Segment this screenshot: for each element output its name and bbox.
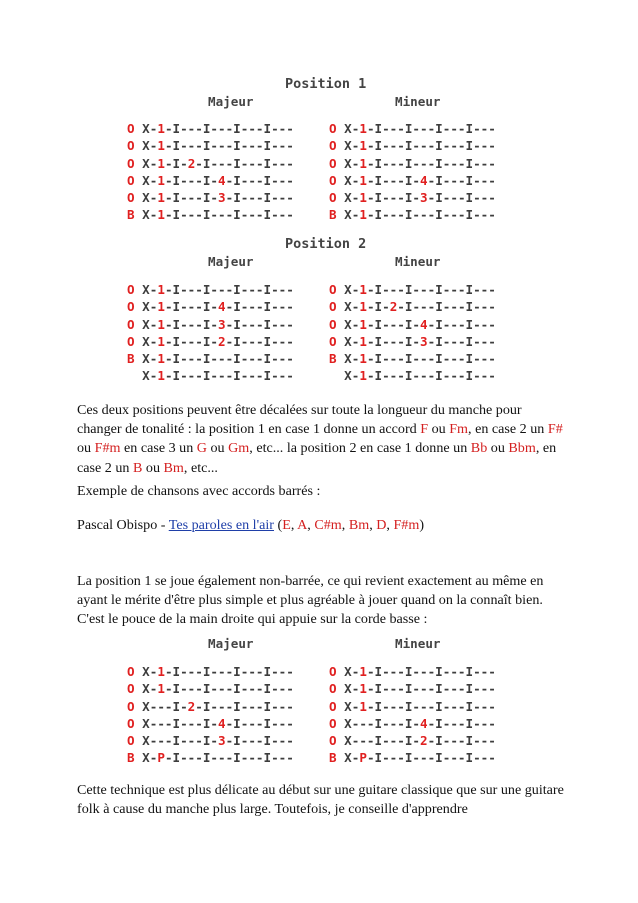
tab-segment: -I---I---I---I--- [366, 681, 496, 697]
tab-marker: 1 [359, 138, 367, 154]
tab-marker: 1 [359, 368, 367, 384]
tab-segment: -I---I--- [225, 190, 294, 206]
tab-segment: X- [142, 368, 158, 384]
tab-marker: 1 [359, 172, 367, 188]
chord-name: F# [547, 421, 563, 438]
tab-segment: X- [142, 207, 158, 223]
tab-segment: -I---I- [164, 172, 219, 188]
tab-line [127, 333, 294, 350]
tab-line [127, 663, 294, 680]
tab-segment: -I---I---I---I--- [366, 351, 496, 367]
tab-segment: X- [142, 316, 158, 332]
tab-segment [329, 368, 344, 383]
tab-marker: B [127, 750, 143, 766]
chord-name: Bm [163, 459, 184, 476]
tab-segment: -I---I---I--- [397, 299, 496, 315]
tab-marker: 1 [359, 316, 367, 332]
tab-line [127, 350, 294, 367]
paragraph-examples-intro: Exemple de chansons avec accords barrés : [77, 483, 321, 499]
tab-segment: X- [344, 316, 360, 332]
tab-segment: X- [142, 351, 158, 367]
tab-line [127, 698, 294, 715]
tab-segment: -I---I---I---I--- [164, 664, 294, 679]
tab-marker: O [329, 681, 345, 697]
tab-marker: O [127, 299, 143, 315]
tab-marker: O [329, 333, 345, 349]
tab-segment [127, 368, 142, 383]
tab-line [329, 333, 496, 350]
chord-name: E [282, 517, 291, 533]
position-2-mineur-label: Mineur [395, 254, 441, 269]
tab-segment: -I---I--- [427, 715, 496, 731]
tab-segment: X- [344, 299, 360, 315]
tab-segment: -I---I---I---I--- [366, 368, 496, 384]
tab-marker: 1 [359, 351, 367, 367]
tab-segment: -I---I- [366, 172, 421, 188]
tab-segment: -I---I---I---I--- [366, 282, 496, 297]
text-segment: , [290, 517, 298, 533]
text-segment: ou [428, 421, 450, 438]
tab-marker: 1 [157, 155, 165, 171]
text-segment: , [369, 517, 377, 533]
tab-segment: -I---I---I---I--- [366, 207, 496, 223]
tab-segment: -I---I---I---I--- [164, 750, 294, 766]
tab-segment: -I---I- [366, 190, 421, 206]
tab-marker: O [127, 172, 143, 188]
tab-segment: -I---I---I--- [195, 698, 294, 714]
chord-name: D [376, 517, 387, 533]
tab-marker: 1 [359, 282, 367, 297]
tab-marker: O [127, 333, 143, 349]
tab-marker: O [127, 733, 143, 749]
tab-segment: X- [142, 138, 158, 154]
tab-segment: X---I- [142, 698, 188, 714]
tab-marker: 1 [359, 664, 367, 679]
tab-segment: X- [344, 207, 360, 223]
tab-marker: 1 [359, 299, 367, 315]
tab-marker: 1 [359, 207, 367, 223]
tab-segment: X- [142, 282, 158, 297]
tab-line [329, 206, 496, 223]
position-3-majeur-label: Majeur [208, 636, 254, 651]
tab-line [329, 350, 496, 367]
tab-segment: -I---I--- [427, 172, 496, 188]
tab-segment: X- [142, 333, 158, 349]
tab-marker: O [329, 698, 345, 714]
tab-marker: P [359, 750, 367, 766]
chord-name: A [297, 517, 308, 533]
tab-marker: B [329, 750, 345, 766]
tab-segment: X---I---I- [142, 733, 218, 749]
tab-segment: -I- [366, 299, 390, 315]
tab-marker: O [329, 282, 345, 297]
tab-segment: -I---I- [164, 333, 219, 349]
tab-line [127, 680, 294, 697]
tab-segment: -I---I---I---I--- [164, 138, 294, 154]
tab-segment: -I---I---I---I--- [366, 698, 496, 714]
tab-line [329, 155, 496, 172]
text-segment: Pascal Obispo - [77, 517, 169, 533]
tab-segment: -I---I---I---I--- [366, 664, 496, 679]
position-3-mineur-tab [329, 663, 496, 767]
tab-marker: O [127, 121, 143, 136]
tab-line [127, 120, 294, 137]
position-2-majeur-tab [127, 281, 294, 385]
tab-marker: 3 [420, 190, 428, 206]
tab-line [329, 663, 496, 680]
tab-segment: X- [142, 750, 158, 766]
tab-marker: O [329, 715, 345, 731]
tab-marker: 1 [157, 190, 165, 206]
tab-marker: B [127, 207, 143, 223]
tab-segment: -I---I--- [427, 733, 496, 749]
tab-segment: X- [344, 282, 360, 297]
tab-marker: O [329, 138, 345, 154]
tab-marker: O [329, 121, 345, 136]
tab-segment: X- [142, 299, 158, 315]
text-segment: ou [77, 440, 95, 457]
tab-segment: -I---I--- [427, 333, 496, 349]
tab-line [127, 155, 294, 172]
tab-marker: O [127, 316, 143, 332]
tab-marker: 3 [218, 733, 226, 749]
tab-line [127, 367, 294, 384]
tab-segment: X- [344, 121, 360, 136]
tab-segment: -I---I---I---I--- [164, 282, 294, 297]
tab-marker: 2 [218, 333, 226, 349]
tab-marker: 2 [187, 698, 196, 714]
tab-segment: X- [344, 155, 360, 171]
tab-marker: 1 [157, 351, 165, 367]
tab-marker: B [127, 351, 143, 367]
tab-marker: O [127, 282, 143, 297]
tab-marker: 1 [157, 316, 165, 332]
tab-segment: -I---I--- [225, 733, 294, 749]
tab-segment: X- [344, 190, 360, 206]
chord-name: Bb [470, 440, 488, 457]
tab-segment: -I---I---I---I--- [164, 207, 294, 223]
tab-segment: -I---I- [164, 316, 219, 332]
tab-marker: 2 [187, 155, 196, 171]
tab-line [329, 281, 496, 298]
tab-segment: X---I---I- [344, 715, 420, 731]
tab-line [329, 698, 496, 715]
chord-name: F#m [393, 517, 420, 533]
tab-line [329, 172, 496, 189]
tab-segment: -I---I---I---I--- [366, 155, 496, 171]
tab-segment: X- [344, 664, 360, 679]
tab-segment: -I---I--- [225, 333, 294, 349]
tab-marker: 1 [157, 172, 165, 188]
tab-marker: 4 [218, 172, 226, 188]
text-segment: ou [487, 440, 509, 457]
tab-line [127, 137, 294, 154]
tab-marker: O [127, 155, 143, 171]
chord-name: G [196, 440, 207, 457]
tab-marker: O [329, 172, 345, 188]
chord-name: F [420, 421, 429, 438]
tab-segment: X- [344, 698, 360, 714]
tab-line [329, 137, 496, 154]
tab-marker: O [329, 316, 345, 332]
position-3-majeur-tab [127, 663, 294, 767]
tab-marker: 2 [389, 299, 398, 315]
tab-marker: B [329, 351, 345, 367]
tab-line [329, 732, 496, 749]
tab-segment: -I---I--- [427, 190, 496, 206]
tab-segment: -I---I- [366, 333, 421, 349]
tab-marker: 1 [359, 681, 367, 697]
tab-segment: X---I---I- [344, 733, 420, 749]
tab-marker: 4 [420, 316, 428, 332]
chord-name: B [132, 459, 143, 476]
tab-line [329, 367, 496, 384]
paragraph-song-example [77, 516, 567, 535]
tab-segment: -I- [164, 155, 188, 171]
tab-segment: -I---I--- [225, 299, 294, 315]
tab-line [329, 749, 496, 766]
tab-marker: O [127, 190, 143, 206]
tab-line [329, 298, 496, 315]
tab-line [329, 680, 496, 697]
tab-segment: X- [344, 750, 360, 766]
tab-line [329, 120, 496, 137]
chord-name: Bm [348, 517, 370, 533]
position-2-mineur-tab [329, 281, 496, 385]
tab-segment: X- [142, 664, 158, 679]
tab-segment: -I---I---I---I--- [366, 750, 496, 766]
tab-marker: 1 [157, 681, 165, 697]
tab-marker: 1 [157, 138, 165, 154]
tab-marker: O [329, 190, 345, 206]
tab-marker: B [329, 207, 345, 223]
tab-segment: -I---I- [366, 316, 421, 332]
tab-segment: X- [142, 681, 158, 697]
tab-marker: 2 [420, 733, 428, 749]
tab-segment: -I---I--- [225, 316, 294, 332]
text-segment: ) [419, 517, 425, 533]
tab-segment: -I---I--- [225, 172, 294, 188]
position-1-majeur-tab [127, 120, 294, 224]
tab-marker: 1 [359, 698, 367, 714]
tab-line [127, 749, 294, 766]
tab-marker: O [127, 664, 143, 679]
position-1-majeur-label: Majeur [208, 94, 254, 109]
tab-segment: X- [344, 172, 360, 188]
tab-marker: 1 [157, 299, 165, 315]
tab-marker: 1 [157, 333, 165, 349]
tab-marker: 4 [218, 299, 226, 315]
text-segment: , [386, 517, 394, 533]
position-2-title: Position 2 [285, 236, 367, 252]
position-1-title: Position 1 [285, 76, 367, 92]
tab-segment: -I---I---I---I--- [164, 351, 294, 367]
chord-name: Fm [449, 421, 469, 438]
tab-marker: 1 [157, 664, 165, 679]
tab-line [127, 172, 294, 189]
tab-marker: O [127, 138, 143, 154]
tab-segment: X- [142, 172, 158, 188]
tab-line [127, 206, 294, 223]
chord-name: Bbm [508, 440, 536, 457]
tab-segment: -I---I---I---I--- [366, 121, 496, 136]
tab-line [127, 732, 294, 749]
tab-marker: O [127, 698, 143, 714]
position-3-mineur-label: Mineur [395, 636, 441, 651]
tab-marker: 1 [157, 282, 165, 297]
tab-marker: 3 [218, 190, 226, 206]
text-segment: , [341, 517, 349, 533]
tab-segment: -I---I---I---I--- [164, 368, 294, 384]
tab-marker: 1 [359, 121, 367, 136]
tab-marker: 1 [359, 333, 367, 349]
paragraph-technique: Cette technique est plus délicate au début sur une guitare classique que sur une guitare folk à cause du manche plus large. Toutefois, je conseille d'apprendre [77, 782, 564, 818]
tab-marker: 1 [157, 368, 165, 384]
tab-marker: O [329, 733, 345, 749]
tab-line [127, 316, 294, 333]
text-segment: Ces deux positions peuvent être décalées sur toute la longueur du manche pour changer de tonalité : la position 1 en case 1 donne un accord [77, 402, 522, 438]
tab-line [127, 189, 294, 206]
tab-segment: X- [142, 190, 158, 206]
chord-name: C#m [314, 517, 342, 533]
tab-marker: O [329, 664, 345, 679]
paragraph-non-barre: La position 1 se joue également non-barrée, ce qui revient exactement au même en ayant le mérite d'être plus simple et plus agréable à jouer quand on la connaît bien. C'est le pouce de la main droite qui appuie sur la corde basse : [77, 573, 544, 628]
text-segment: , en case 2 un [77, 440, 557, 476]
tab-segment: X- [344, 351, 360, 367]
tab-segment: X- [344, 138, 360, 154]
tab-segment: -I---I--- [225, 715, 294, 731]
tab-marker: O [127, 681, 143, 697]
tab-segment: -I---I--- [427, 316, 496, 332]
tab-segment: -I---I- [164, 299, 219, 315]
text-segment: , etc... [183, 459, 218, 476]
tab-segment: X- [344, 333, 360, 349]
text-segment: en case 3 un [120, 440, 197, 457]
text-segment: ou [206, 440, 229, 457]
tab-marker: 3 [218, 316, 226, 332]
text-segment: ou [142, 459, 164, 476]
tab-segment: -I---I- [164, 190, 219, 206]
tab-marker: 4 [420, 172, 428, 188]
tab-marker: P [157, 750, 165, 766]
chord-name: F#m [94, 440, 121, 457]
tab-marker: O [329, 155, 345, 171]
tab-segment: X---I---I- [142, 715, 218, 731]
tab-line [329, 189, 496, 206]
tab-marker: 4 [218, 715, 226, 731]
tab-line [127, 281, 294, 298]
tab-marker: 4 [420, 715, 428, 731]
tab-marker: O [127, 715, 143, 731]
tab-line [127, 298, 294, 315]
text-segment: , etc... la position 2 en case 1 donne un [249, 440, 471, 457]
paragraph-transposition [77, 401, 567, 478]
chord-name: Gm [228, 440, 250, 457]
tab-marker: 1 [157, 207, 165, 223]
tab-segment: -I---I---I---I--- [164, 121, 294, 136]
position-1-mineur-label: Mineur [395, 94, 441, 109]
tab-segment: -I---I---I--- [195, 155, 294, 171]
tab-line [329, 715, 496, 732]
tab-segment: X- [142, 155, 158, 171]
tab-segment: X- [344, 681, 360, 697]
tab-marker: 1 [359, 155, 367, 171]
tab-segment: -I---I---I---I--- [164, 681, 294, 697]
tab-marker: O [329, 299, 345, 315]
tab-marker: 1 [157, 121, 165, 136]
tab-marker: 1 [359, 190, 367, 206]
tab-segment: X- [344, 368, 360, 384]
position-1-mineur-tab [329, 120, 496, 224]
tab-segment: X- [142, 121, 158, 136]
text-segment: , en case 2 un [468, 421, 548, 438]
tab-marker: 3 [420, 333, 428, 349]
song-link[interactable]: Tes paroles en l'air [168, 517, 274, 533]
text-segment: ( [274, 517, 283, 533]
tab-line [127, 715, 294, 732]
text-segment: , [307, 517, 315, 533]
position-2-majeur-label: Majeur [208, 254, 254, 269]
tab-segment: -I---I---I---I--- [366, 138, 496, 154]
tab-line [329, 316, 496, 333]
